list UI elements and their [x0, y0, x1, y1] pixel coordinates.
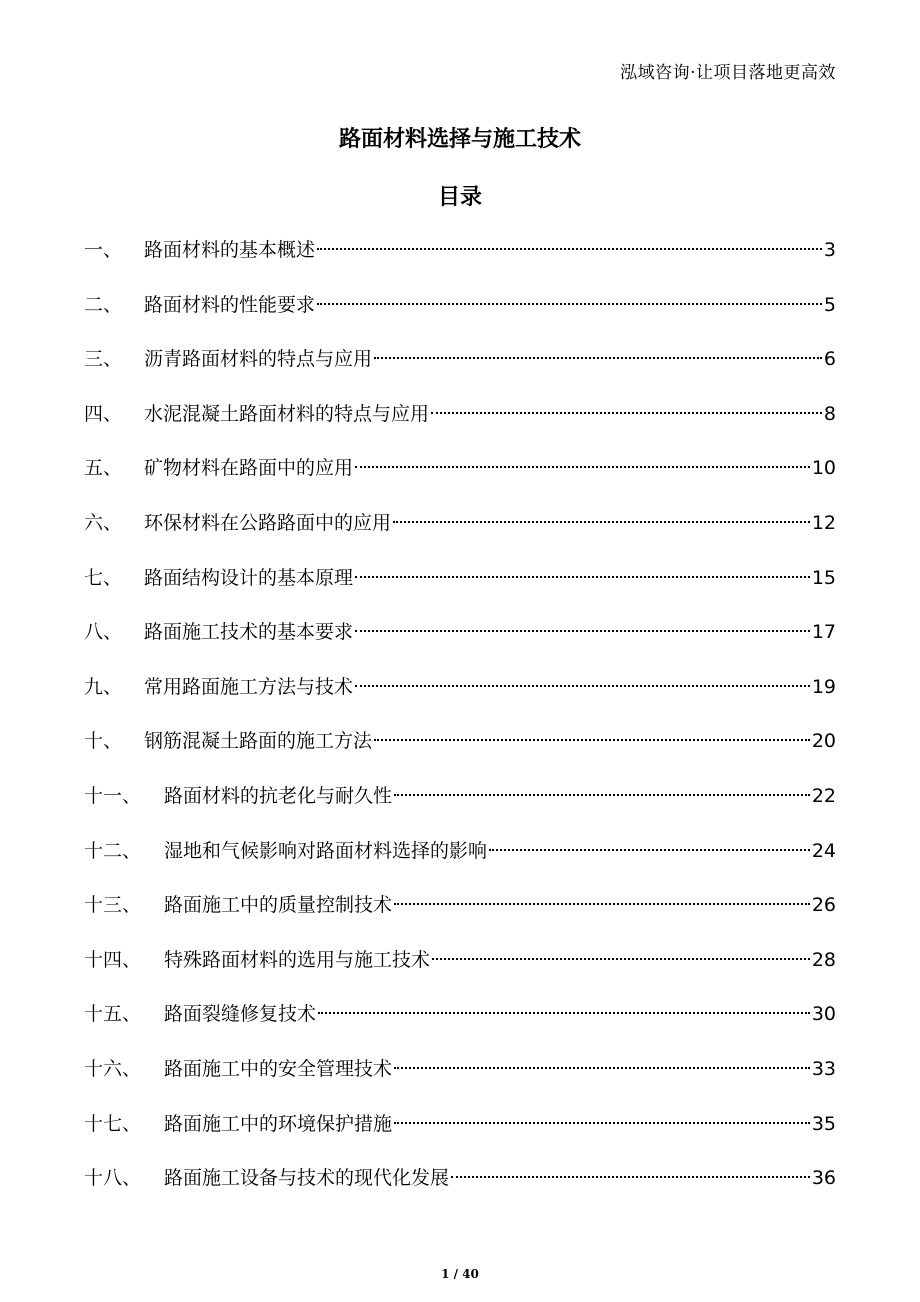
toc-entry-page: 3	[823, 239, 836, 261]
toc-entry-number: 十七、	[84, 1112, 142, 1135]
toc-entry-number: 六、	[84, 511, 123, 534]
toc-entry[interactable]	[84, 1151, 836, 1206]
toc-leader-dots	[355, 576, 810, 578]
toc-entry[interactable]	[84, 769, 836, 824]
toc-leader-dots	[318, 1012, 810, 1014]
toc-entry-title: 矿物材料在路面中的应用	[144, 457, 354, 480]
toc-entry[interactable]	[84, 1042, 836, 1097]
toc-entry-number: 三、	[84, 348, 123, 371]
toc-entry-page: 26	[811, 894, 836, 917]
toc-entry[interactable]	[84, 496, 836, 551]
toc-entry-title: 路面结构设计的基本原理	[144, 566, 354, 589]
toc-leader-dots	[374, 357, 822, 359]
toc-leader-dots	[489, 849, 810, 851]
toc-entry-number: 十四、	[84, 948, 142, 971]
toc-entry-number: 一、	[84, 239, 123, 261]
toc-entry-page: 19	[811, 675, 836, 698]
toc-entry[interactable]	[84, 987, 836, 1042]
toc-entry[interactable]	[84, 441, 836, 496]
toc-entry-page: 6	[823, 348, 836, 371]
toc-leader-dots	[394, 1067, 810, 1069]
toc-leader-dots	[374, 739, 810, 741]
toc-entry-number: 二、	[84, 293, 123, 316]
toc-entry-page: 30	[811, 1003, 836, 1026]
toc-leader-dots	[432, 958, 810, 960]
toc-entry-title: 路面裂缝修复技术	[164, 1003, 317, 1026]
toc-entry-number: 十二、	[84, 839, 142, 862]
toc-entry-page: 5	[823, 293, 836, 316]
toc-entry-title: 路面材料的基本概述	[144, 239, 316, 261]
toc-leader-dots	[317, 248, 822, 250]
toc-entry[interactable]	[84, 878, 836, 933]
toc-entry-page: 20	[811, 730, 836, 753]
toc-entry-title: 路面施工技术的基本要求	[144, 621, 354, 644]
document-title: 路面材料选择与施工技术	[338, 127, 581, 152]
toc-entry[interactable]	[84, 332, 836, 387]
toc-entry-title: 路面材料的性能要求	[144, 293, 316, 316]
toc-entry-title: 路面材料的抗老化与耐久性	[164, 784, 393, 807]
toc-entry[interactable]	[84, 278, 836, 333]
toc-leader-dots	[451, 1176, 810, 1178]
toc-entry-page: 15	[811, 566, 836, 589]
toc-entry-number: 五、	[84, 457, 123, 480]
toc-entry-title: 路面施工中的环境保护措施	[164, 1112, 393, 1135]
toc-entry[interactable]	[84, 605, 836, 660]
toc-entry-title: 路面施工中的质量控制技术	[164, 894, 393, 917]
toc-entry-number: 十三、	[84, 894, 142, 917]
toc-leader-dots	[394, 1122, 810, 1124]
toc-entry-title: 特殊路面材料的选用与施工技术	[164, 948, 431, 971]
toc-entry-page: 17	[811, 621, 836, 644]
toc-entry-title: 沥青路面材料的特点与应用	[144, 348, 373, 371]
toc-entry[interactable]	[84, 551, 836, 606]
toc-leader-dots	[355, 630, 810, 632]
toc-entry-number: 九、	[84, 675, 123, 698]
toc-entry-title: 湿地和气候影响对路面材料选择的影响	[164, 839, 488, 862]
toc-entry[interactable]	[84, 1097, 836, 1152]
toc-entry-title: 钢筋混凝土路面的施工方法	[144, 730, 373, 753]
toc-entry-number: 八、	[84, 621, 123, 644]
toc-entry-page: 33	[811, 1057, 836, 1080]
toc-entry[interactable]	[84, 223, 836, 278]
toc-entry-page: 24	[811, 839, 836, 862]
toc-entry[interactable]	[84, 933, 836, 988]
toc-entry-page: 28	[811, 948, 836, 971]
page-indicator: 1 / 40	[441, 1267, 479, 1281]
toc-entry-number: 十五、	[84, 1003, 142, 1026]
toc-entry-page: 12	[811, 511, 836, 534]
toc-leader-dots	[431, 412, 822, 414]
toc-entry-title: 路面施工设备与技术的现代化发展	[164, 1167, 450, 1190]
toc-entry-title: 水泥混凝土路面材料的特点与应用	[144, 402, 430, 425]
toc-entry-number: 十、	[84, 730, 123, 753]
toc-leader-dots	[317, 303, 822, 305]
toc-heading: 目录	[437, 185, 482, 210]
toc-entry-page: 10	[811, 457, 836, 480]
toc-entry[interactable]	[84, 387, 836, 442]
toc-entry[interactable]	[84, 824, 836, 879]
toc-entry-title: 路面施工中的安全管理技术	[164, 1057, 393, 1080]
toc-entry-title: 环保材料在公路路面中的应用	[144, 511, 392, 534]
toc-entry-number: 七、	[84, 566, 123, 589]
toc-entry-title: 常用路面施工方法与技术	[144, 675, 354, 698]
toc-entry-page: 36	[811, 1167, 836, 1190]
toc-entry[interactable]	[84, 660, 836, 715]
toc-entry[interactable]	[84, 714, 836, 769]
toc-entry-number: 十一、	[84, 784, 142, 807]
toc-leader-dots	[355, 466, 810, 468]
toc-entry-page: 35	[811, 1112, 836, 1135]
toc-entry-number: 十八、	[84, 1167, 142, 1190]
toc-entry-page: 22	[811, 784, 836, 807]
toc-entry-number: 十六、	[84, 1057, 142, 1080]
table-of-contents	[84, 223, 836, 1206]
toc-entry-page: 8	[823, 402, 836, 425]
toc-leader-dots	[355, 685, 810, 687]
header-brand: 泓域咨询·让项目落地更高效	[620, 63, 836, 83]
toc-leader-dots	[394, 903, 810, 905]
toc-entry-number: 四、	[84, 402, 123, 425]
toc-leader-dots	[394, 794, 810, 796]
toc-leader-dots	[393, 521, 810, 523]
